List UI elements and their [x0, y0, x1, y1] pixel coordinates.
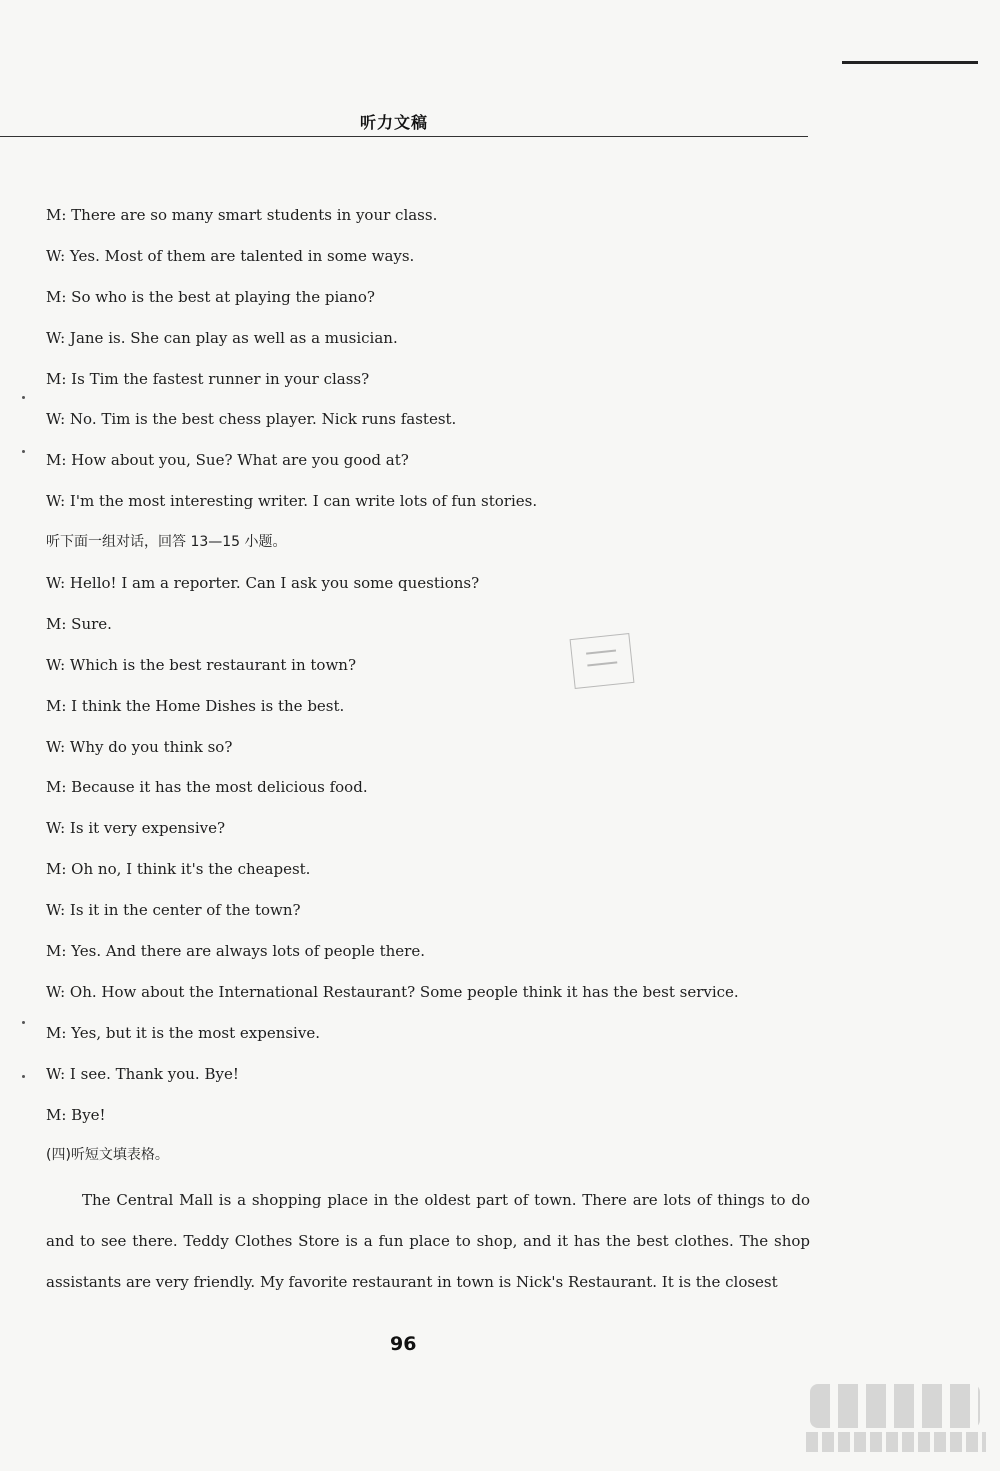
dialogue-line: W: Is it very expensive? [46, 819, 226, 838]
dialogue-line: W: No. Tim is the best chess player. Nick runs fastest. [46, 410, 457, 429]
section-heading: (四)听短文填表格。 [46, 1147, 169, 1164]
dialogue-line: M: I think the Home Dishes is the best. [46, 696, 345, 715]
dialogue-line: M: Yes, but it is the most expensive. [46, 1023, 320, 1042]
watermark-logo [810, 1384, 980, 1428]
section-instruction: 听下面一组对话，回答 13—15 小题。 [46, 534, 287, 551]
stamp-mark [570, 633, 635, 689]
dialogue-line: M: How about you, Sue? What are you good at? [46, 451, 409, 470]
margin-dot [22, 1075, 25, 1078]
header-title: 听力文稿 [360, 113, 429, 132]
passage-paragraph [46, 1180, 810, 1303]
dialogue-transcript [46, 200, 816, 1181]
dialogue-line: W: I see. Thank you. Bye! [46, 1064, 239, 1083]
site-watermark [800, 1380, 990, 1460]
dialogue-line: M: Because it has the most delicious food. [46, 778, 368, 797]
watermark-site [806, 1432, 986, 1452]
dialogue-line: M: Sure. [46, 614, 112, 633]
dialogue-line: W: Is it in the center of the town? [46, 901, 301, 920]
passage-text: The Central Mall is a shopping place in the oldest part of town. There are lots of things to do and to see there. Teddy Clothes Store is a fun place to shop, and it has the best clothes. The shop assistants are very friendly. My favorite restaurant in town is Nick's Restaurant. It is the closest [46, 1191, 810, 1291]
dialogue-line: W: Yes. Most of them are talented in some ways. [46, 246, 415, 265]
margin-dot [22, 450, 25, 453]
dialogue-line: M: There are so many smart students in your class. [46, 206, 438, 224]
page-number: 96 [390, 1333, 417, 1355]
dialogue-line: W: Which is the best restaurant in town? [46, 655, 356, 674]
dialogue-line: M: Oh no, I think it's the cheapest. [46, 860, 311, 879]
dialogue-line: M: So who is the best at playing the piano? [46, 287, 375, 306]
dialogue-line: W: Hello! I am a reporter. Can I ask you some questions? [46, 574, 480, 593]
margin-dot [22, 396, 25, 399]
margin-dot [22, 1021, 25, 1024]
dialogue-line: W: Oh. How about the International Restaurant? Some people think it has the best service. [46, 982, 739, 1001]
dialogue-line: W: Jane is. She can play as well as a musician. [46, 328, 398, 347]
dialogue-line: W: Why do you think so? [46, 737, 233, 756]
dialogue-line: W: I'm the most interesting writer. I can write lots of fun stories. [46, 492, 538, 511]
dialogue-line: M: Is Tim the fastest runner in your class? [46, 369, 370, 388]
dialogue-line: M: Yes. And there are always lots of people there. [46, 942, 425, 961]
page-header [0, 110, 808, 137]
dialogue-line: M: Bye! [46, 1105, 106, 1124]
top-rule [842, 61, 978, 64]
